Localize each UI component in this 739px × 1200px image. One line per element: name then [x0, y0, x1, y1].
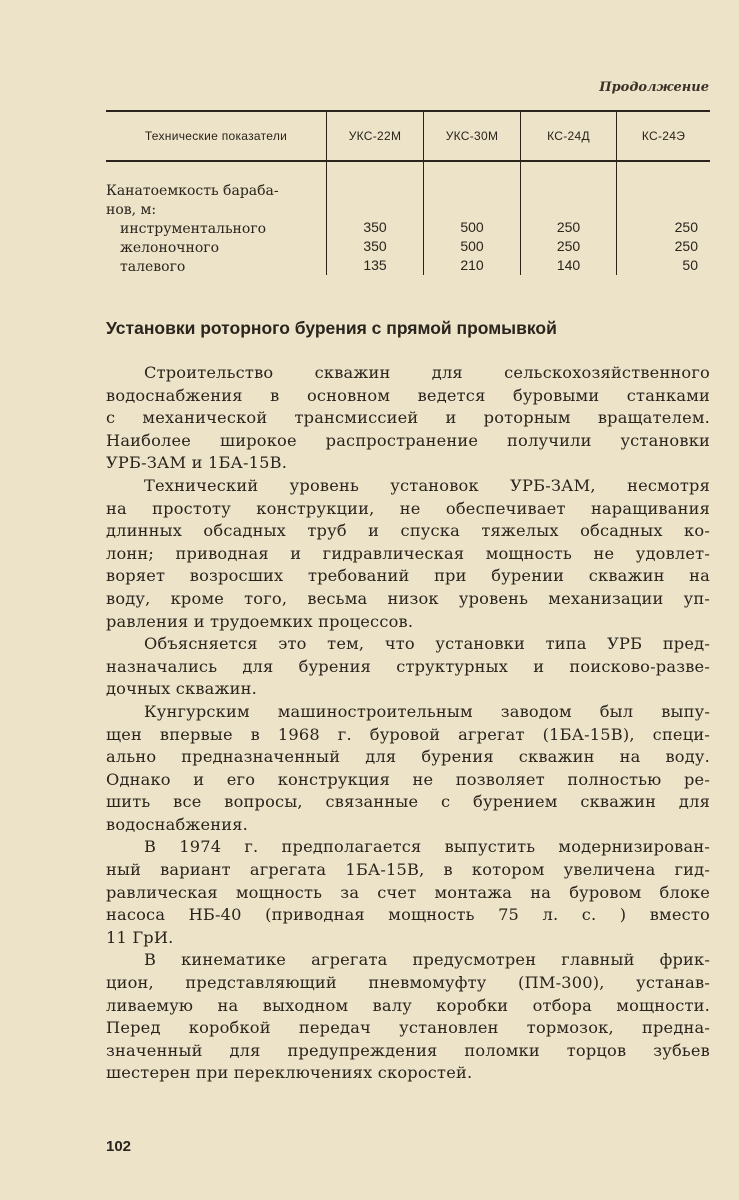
table-cell: 135 [363, 257, 387, 273]
text-line: длинных обсадных труб и спуска тяжелых обсадных ко- [106, 521, 710, 541]
text-line: лонн; приводная и гидравлическая мощность не удовлет- [106, 543, 710, 563]
table-cell: 250 [674, 219, 698, 235]
body-text [106, 362, 710, 1085]
text-line: Однако и его конструкция не позволяет полностью ре- [106, 769, 710, 789]
header-uks-30m: УКС-30М [423, 112, 520, 160]
group-label-cont: нов, м: [106, 202, 157, 218]
paragraph [106, 633, 710, 701]
text-line: равлическая мощность за счет монтажа на буровом блоке [106, 882, 710, 902]
table-cell: 50 [682, 257, 698, 273]
text-line: Кунгурским машиностроительным заводом был выпу- [144, 701, 710, 721]
continuation-label: Продолжение [599, 80, 709, 95]
text-line: УРБ-ЗАМ и 1БА-15В. [106, 453, 288, 473]
header-ks-24d: КС-24Д [520, 112, 616, 160]
text-line: Перед коробкой передач установлен тормозок, предна- [106, 1018, 710, 1038]
table-cell: 140 [556, 257, 581, 273]
header-ks-24e: КС-24Э [616, 112, 710, 160]
text-line: Строительство скважин для сельскохозяйственного [144, 363, 710, 382]
section-title: Установки роторного бурения с прямой промывкой [106, 318, 557, 338]
paragraph [106, 836, 710, 949]
values-ks-24d [520, 162, 616, 275]
paragraph [106, 475, 710, 633]
text-line: водоснабжения. [106, 814, 249, 834]
text-line: Технический уровень установок УРБ-ЗАМ, несмотря [144, 475, 710, 495]
text-line: на простоту конструкции, не обеспечивает наращивания [106, 498, 710, 518]
text-line: шестерен при переключениях скоростей. [106, 1063, 473, 1083]
table-body [106, 162, 710, 275]
table-cell: 250 [556, 238, 581, 254]
text-line: 11 ГрИ. [106, 927, 174, 947]
paragraph [106, 949, 710, 1085]
text-line: ный вариант агрегата 1БА-15В, в котором увеличена гид- [106, 860, 710, 880]
text-line: ливаемую на выходном валу коробки отбора мощности. [106, 995, 710, 1015]
text-line: воду, кроме того, весьма низок уровень механизации уп- [106, 588, 710, 608]
header-indicators: Технические показатели [144, 129, 288, 143]
label-column [106, 162, 326, 275]
text-line: щен впервые в 1968 г. буровой агрегат (1БА-15В), специ- [106, 724, 710, 744]
group-label: Канатоемкость бараба- [106, 183, 279, 199]
text-line: Наиболее широкое распространение получили установки [106, 430, 710, 450]
page-number: 102 [106, 1138, 132, 1155]
table-cell: 500 [460, 238, 484, 254]
paragraph [106, 701, 710, 837]
text-line: равления и трудоемких процессов. [106, 611, 414, 631]
row-label: талевого [120, 259, 186, 275]
table-cell: 250 [674, 238, 698, 254]
text-line: дочных скважин. [106, 679, 257, 699]
text-line: В 1974 г. предполагается выпустить модернизирован- [144, 837, 710, 857]
text-line: Объясняется это тем, что установки типа УРБ пред- [144, 634, 710, 654]
text-line: воряет возросших требований при бурении скважин на [106, 566, 710, 586]
text-line: с механической трансмиссией и роторным вращателем. [106, 408, 710, 428]
table-cell: 350 [363, 238, 387, 254]
row-label: желоночного [120, 240, 220, 256]
row-label: инструментального [120, 221, 267, 237]
table-cell: 350 [363, 219, 387, 235]
text-line: ально предназначенный для бурения скважин на воду. [106, 747, 710, 767]
text-line: цион, представляющий пневмомуфту (ПМ-300), устанав- [106, 973, 710, 993]
values-uks-30m [423, 162, 520, 275]
values-ks-24e [616, 162, 710, 275]
values-uks-22m [326, 162, 423, 275]
text-line: назначались для бурения структурных и поисково-разве- [106, 656, 710, 676]
table-cell: 210 [460, 257, 484, 273]
text-line: шить все вопросы, связанные с бурением скважин для [106, 792, 710, 812]
text-line: значенный для предупреждения поломки торцов зубьев [106, 1040, 710, 1060]
text-line: насоса НБ-40 (приводная мощность 75 л. с. ) вместо [106, 905, 710, 925]
table-header [106, 112, 710, 162]
table-cell: 500 [460, 219, 484, 235]
text-line: водоснабжения в основном ведется буровыми станками [106, 385, 710, 405]
text-line: В кинематике агрегата предусмотрен главный фрик- [144, 950, 710, 970]
paragraph [106, 362, 710, 475]
table-cell: 250 [556, 219, 581, 235]
specs-table [106, 110, 710, 275]
header-uks-22m: УКС-22М [326, 112, 423, 160]
